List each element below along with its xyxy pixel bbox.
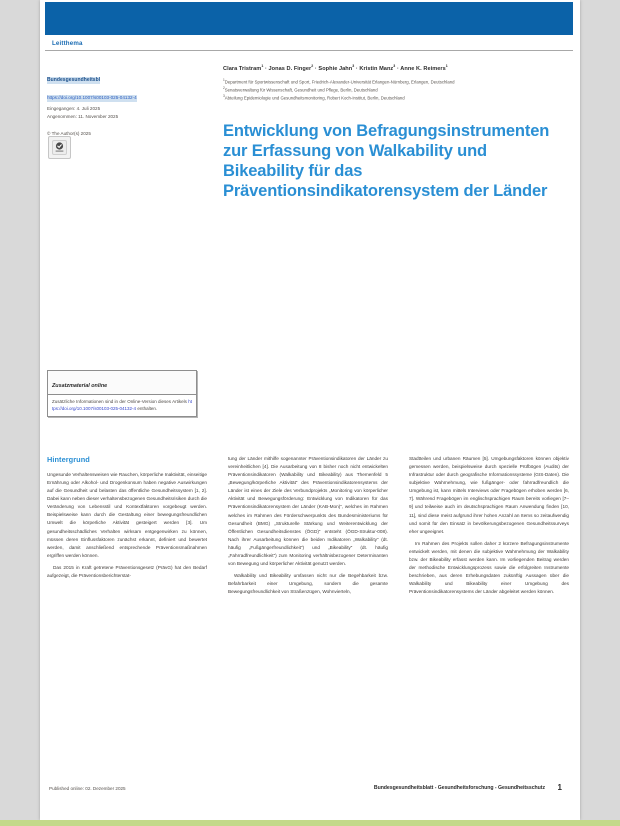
section-label-strip bbox=[45, 37, 573, 51]
journal-masthead-banner bbox=[45, 2, 573, 35]
author-name: Clara Tristram bbox=[223, 65, 262, 72]
body-paragraph: Walkability und Bikeability umfassen nicht nur die Begehbarkeit bzw. Befahrbarkeit einer Umgebung, sondern die gesamte Bewegungsfreundlichkeit von Straßenzügen, Wohnvierteln, bbox=[228, 573, 388, 595]
author-name: Sophie Jahn bbox=[318, 65, 353, 72]
author-affil-marker: 2 bbox=[311, 64, 314, 68]
supplementary-title: Zusatzmaterial online bbox=[52, 382, 108, 389]
page-number: 1 bbox=[557, 783, 562, 792]
author-affil-marker: 3 bbox=[393, 64, 396, 68]
supplementary-header bbox=[48, 371, 196, 395]
affiliation-marker: 3 bbox=[223, 94, 225, 99]
body-column-1 bbox=[47, 455, 207, 775]
affiliation-marker: 2 bbox=[223, 86, 225, 91]
affiliation-item bbox=[223, 94, 571, 102]
copyright-line: © The Author(s) 2025 bbox=[47, 131, 91, 137]
affiliation-marker: 1 bbox=[223, 77, 225, 82]
author-list: Clara Tristram$^1$ · Jonas D. Finger$^2$ · Sophie Jahn$^3$ · Kristin Manz$^3$ · Anne K. Reimers$^1$ bbox=[223, 64, 448, 72]
metadata-rail bbox=[47, 68, 187, 137]
supplementary-body bbox=[48, 395, 196, 416]
footer-journal-name: Bundesgesundheitsblatt - Gesundheitsforschung - Gesundheitsschutz bbox=[373, 785, 545, 791]
author-name: Jonas D. Finger bbox=[268, 65, 312, 72]
supplementary-doi-link[interactable]: https://doi.org/10.1007/s00103-025-04132-4 bbox=[52, 399, 192, 412]
article-title: Entwicklung von Befragungsinstrumenten zur Erfassung von Walkability und Bikeability für das Präventionsindikatorensystem der Länder bbox=[223, 121, 550, 201]
article-head bbox=[45, 60, 573, 340]
crossmark-badge-icon[interactable] bbox=[48, 136, 71, 159]
author-name: Anne K. Reimers bbox=[400, 65, 446, 72]
body-paragraph: Ungesunde Verhaltensweisen wie Rauchen, körperliche Inaktivität, einseitige Ernährung oder Alkohol- und Drogenkonsum haben negative Auswirkungen auf die Gesundheit und belasten das öffentliche Gesundheitssystem [1, 2]. Dabei kann neben dieser verhaltensbezogenen Gesundheitsrisiken durch die Veränderung von Lebensstil und Kontextfaktoren vorgebeugt werden. Beispielsweise kann durch die Gestaltung einer bewegungsfreundlichen Umwelt die körperliche Aktivität gesteigert werden [3]. Um gesundheitsschädliches Verhalten wirksam entgegenwirken zu können, müssen deren Einflussfaktoren zunächst erkannt, definiert und bewertet werden, damit anschließend entsprechende Präventionsmaßnahmen ergriffen werden können. bbox=[47, 472, 207, 558]
supplementary-material-box bbox=[47, 370, 197, 417]
section-heading-hintergrund: Hintergrund bbox=[47, 455, 90, 464]
supplementary-text-after: enthalten. bbox=[136, 406, 158, 412]
body-paragraph: Stadtteilen und urbanen Räumen [5]. Umgebungsfaktoren können objektiv gemessen werden, beispielsweise durch spezielle Prüfbögen (Audits) der Infrastruktur oder durch geografische Informationssysteme (GIS-Daten). Die subjektive Wahrnehmung, wie fußgänger- oder fahrradfreundlich die Umgebung ist, kann mittels Interviews oder Fragebögen erhoben werden [6, 7]. Während Fragebögen im englischsprachigen Raum bereits vorliegen [7–9] und teilweise auch im deutschsprachigen Raum Anwendung finden [10, 11], sind diese meist aufgrund ihrer hohen Anzahl an Items so zeitaufwendig und somit für den Einsatz in bevölkerungsbezogenen Gesundheitssurveys eher ungeeignet. bbox=[409, 456, 569, 534]
published-online-date: Published online: 02. Dezember 2025 bbox=[49, 786, 126, 791]
body-paragraph: tung der Länder mithilfe sogenannter Präventionsindikatoren der Länder zu vereinheitlichen [4]. Die Ausarbeitung von 8 bisher noch nicht entwickelten Präventionsindikatoren (Walkability und Bikeability) aus Themenfeld 5 „Bewegung/körperliche Aktivität“ des Präventionsindikatorensystems der Länder ist eines der Ziele des Verbundprojekts „Monitoring von körperlicher Aktivität und Bewegungsförderung: Entwicklung von Indikatoren für das Präventionsindikatorensystem der Länder (KAB-Mon)“, welches im Rahmen welches im Rahmen des Förderschwerpunkts des Bundesministeriums für Gesundheit (BMG) „Strukturelle Stärkung und Weiterentwicklung der Öffentlichen Gesundheitsdienstes (ÖGD)“ entsteht (ÖGD-Struktur-008). Nach ihrer Ausarbeitung können die beiden Indikatoren „Walkability“ (dt. häufig „Fußgängerfreundlichkeit“) und „Bikeability“ (dt. häufig „Fahrradfreundlichkeit“) zum Monitoring verhältnisbezogener Determinanten von Bewegung und körperlicher Aktivität genutzt werden. bbox=[228, 456, 388, 567]
affiliation-text: Abteilung Epidemiologie und Gesundheitsmonitoring, Robert Koch-Institut, Berlin, Deutschland bbox=[224, 95, 405, 101]
body-paragraph: Das 2015 in Kraft getretene Präventionsgesetz (PrävG) hat den Bedarf aufgezeigt, die Präventionsberichterstat- bbox=[47, 564, 207, 578]
section-label: Leitthema bbox=[52, 39, 83, 47]
affiliation-item bbox=[223, 86, 571, 94]
received-date: Eingegangen: 4. Juli 2025 bbox=[47, 105, 101, 111]
affiliation-text: Senatsverwaltung für Wissenschaft, Gesundheit und Pflege, Berlin, Deutschland bbox=[224, 87, 378, 93]
page-bottom-rule bbox=[0, 820, 620, 826]
body-columns bbox=[47, 455, 569, 775]
journal-short-name: Bundesgesundheitsbl bbox=[47, 77, 101, 83]
article-page bbox=[40, 0, 580, 820]
author-affil-marker: 3 bbox=[352, 64, 355, 68]
doi-link[interactable]: https://doi.org/10.1007/s00103-025-04132-4 bbox=[47, 95, 137, 100]
affiliation-text: Department für Sportwissenschaft und Sport, Friedrich-Alexander-Universität Erlangen-Nürnberg, Erlangen, Deutschland bbox=[224, 79, 455, 85]
body-column-2 bbox=[228, 455, 388, 775]
supplementary-text-before: Zusätzliche Informationen sind in der Online-Version dieses Artikels bbox=[52, 399, 189, 404]
author-affil-marker: 1 bbox=[445, 64, 448, 68]
article-head-main bbox=[223, 64, 571, 212]
author-affil-marker: 1 bbox=[261, 64, 264, 68]
affiliation-item bbox=[223, 78, 571, 86]
body-column-3 bbox=[409, 455, 569, 775]
body-paragraph: Im Rahmen des Projekts sollen daher 2 kürzere Befragungsinstrumente entwickelt werden, mit denen die subjektive Wahrnehmung der Walkability bzw. der Bikeability erfasst werden kann. Im vorliegenden Beitrag werden der methodische Entwicklungsprozess sowie die erfolgreiten Instrumente beschrieben, aus deren Erhebungsdaten zukünftig Aussagen über die Walkability und Bikeability einer Umgebung des Präventionsindikatorensystems der Länder abgeleitet werden können. bbox=[409, 540, 569, 595]
affiliation-list bbox=[223, 78, 571, 103]
accepted-date: Angenommen: 11. November 2025 bbox=[47, 114, 119, 120]
author-name: Kristin Manz bbox=[359, 65, 394, 72]
